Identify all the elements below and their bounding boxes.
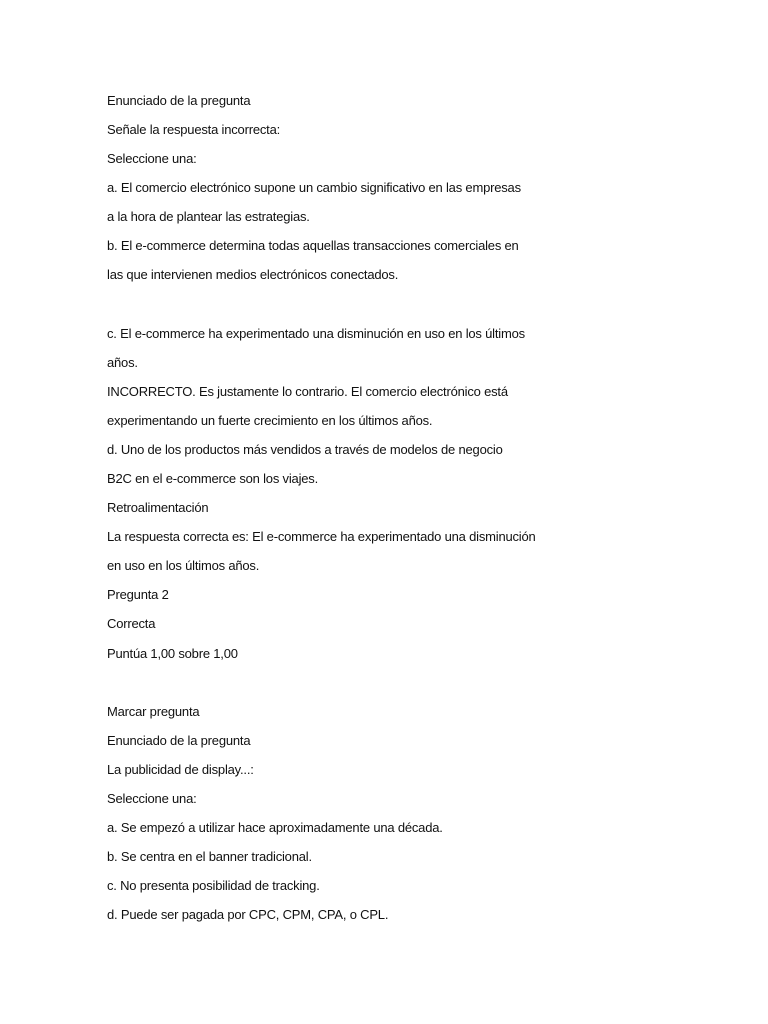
flag-question-text: Marcar pregunta (107, 704, 200, 719)
option-d-line-1: d. Uno de los productos más vendidos a través de modelos de negocio (107, 442, 503, 457)
feedback-line-1: La respuesta correcta es: El e-commerce ha experimentado una disminución (107, 529, 536, 544)
question-2-label: Pregunta 2 (107, 587, 169, 602)
question-2-score: Puntúa 1,00 sobre 1,00 (107, 646, 238, 661)
question-2-select-one-label: Seleccione una: (107, 791, 197, 806)
option-c-line-2: años. (107, 355, 138, 370)
question-prompt: Señale la respuesta incorrecta: (107, 122, 281, 137)
question-2-option-a: a. Se empezó a utilizar hace aproximadamente una década. (107, 820, 443, 835)
option-a-line-1: a. El comercio electrónico supone un cambio significativo en las empresas (107, 180, 521, 195)
question-2-status: Correcta (107, 616, 156, 631)
option-c-line-1: c. El e-commerce ha experimentado una disminución en uso en los últimos (107, 326, 525, 341)
incorrect-note-line-2: experimentando un fuerte crecimiento en los últimos años. (107, 413, 433, 428)
question-2-prompt: La publicidad de display...: (107, 762, 254, 777)
option-b-line-2: las que intervienen medios electrónicos conectados. (107, 267, 399, 282)
select-one-label: Seleccione una: (107, 151, 197, 166)
question-2-option-c: c. No presenta posibilidad de tracking. (107, 878, 320, 893)
question-heading: Enunciado de la pregunta (107, 93, 251, 108)
question-2-option-b: b. Se centra en el banner tradicional. (107, 849, 312, 864)
option-a-line-2: a la hora de plantear las estrategias. (107, 209, 310, 224)
feedback-line-2: en uso en los últimos años. (107, 558, 260, 573)
incorrect-note-line-1: INCORRECTO. Es justamente lo contrario. El comercio electrónico está (107, 384, 508, 399)
feedback-heading: Retroalimentación (107, 500, 209, 515)
question-2-heading: Enunciado de la pregunta (107, 733, 251, 748)
option-b-line-1: b. El e-commerce determina todas aquellas transacciones comerciales en (107, 238, 519, 253)
option-d-line-2: B2C en el e-commerce son los viajes. (107, 471, 319, 486)
question-2-option-d: d. Puede ser pagada por CPC, CPM, CPA, o CPL. (107, 907, 389, 922)
